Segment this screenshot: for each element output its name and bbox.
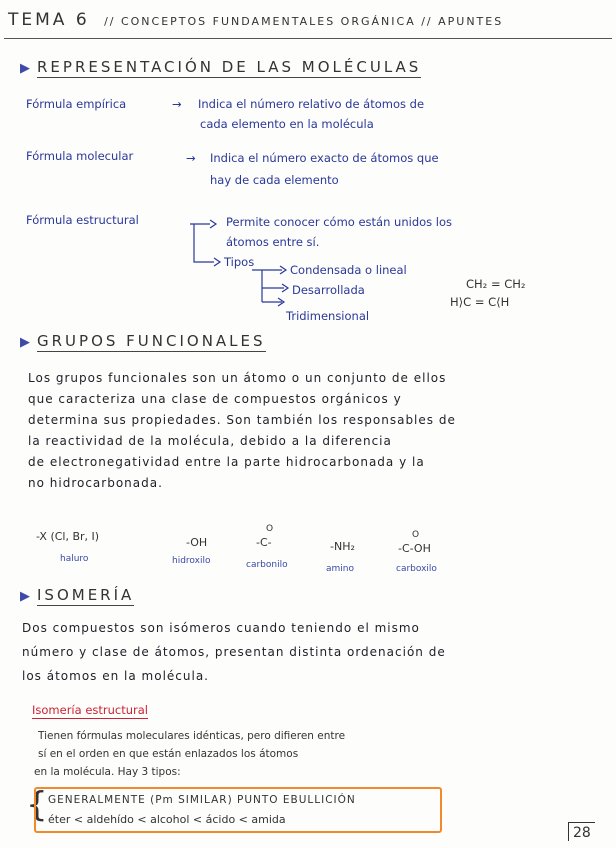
topic-title: TEMA 6 — [8, 10, 90, 30]
arrow-right-icon: → — [172, 97, 182, 111]
isomeria-line-3: los átomos en la molécula. — [22, 669, 209, 683]
box-line-2: éter < aldehído < alcohol < ácido < amida — [48, 813, 286, 826]
section-title: GRUPOS FUNCIONALES — [37, 332, 266, 350]
group-formula-haluro: -X (Cl, Br, I) — [36, 530, 100, 543]
grupos-line-2: que caracteriza una clase de compuestos orgánicos y — [28, 392, 402, 406]
group-label-carboxilo: carboxilo — [396, 564, 437, 574]
group-top-carbonilo: O — [266, 524, 274, 534]
formula-desarrollada: H⟩C = C⟨H — [450, 295, 510, 309]
group-top-carboxilo: O — [412, 530, 420, 540]
section-isomeria-heading — [20, 586, 134, 604]
estructural-label: Fórmula estructural — [26, 213, 139, 227]
isomeria-line-2: número y clase de átomos, presentan distinta ordenación de — [22, 645, 446, 659]
grupos-line-5: de electronegatividad entre la parte hidrocarbonada y la — [28, 455, 425, 469]
arrow-right-icon: → — [186, 151, 196, 165]
tipo-tridimensional: Tridimensional — [286, 309, 370, 323]
tipo-condensada: Condensada o lineal — [290, 263, 407, 277]
group-label-hidroxilo: hidroxilo — [172, 556, 211, 566]
estructural-desc-2: átomos entre sí. — [226, 235, 320, 249]
triangle-bullet-icon: ▶ — [20, 335, 33, 350]
empirica-desc-1: Indica el número relativo de átomos de — [198, 97, 425, 111]
isomeria-line-1: Dos compuestos son isómeros cuando teniendo el mismo — [22, 621, 420, 635]
grupos-line-6: no hidrocarbonada. — [28, 476, 163, 490]
topic-subtitle: // CONCEPTOS FUNDAMENTALES ORGÁNICA // APUNTES — [104, 15, 504, 28]
group-formula-hidroxilo: -OH — [186, 536, 208, 549]
box-line-1: GENERALMENTE (Pm SIMILAR) PUNTO EBULLICIÓN — [48, 794, 356, 806]
sub-line-2: sí en el orden en que están enlazados los átomos — [38, 748, 299, 760]
molecular-desc-2: hay de cada elemento — [210, 173, 339, 187]
triangle-bullet-icon: ▶ — [20, 589, 33, 604]
group-label-amino: amino — [326, 564, 354, 574]
tipo-desarrollada: Desarrollada — [292, 283, 365, 297]
empirica-label: Fórmula empírica — [26, 97, 127, 111]
page-number: 28 — [568, 822, 595, 841]
curly-brace-icon: { — [26, 785, 48, 825]
section-title: REPRESENTACIÓN DE LAS MOLÉCULAS — [37, 58, 422, 76]
section-grupos-heading — [20, 332, 266, 350]
isomeria-estructural-subtitle: Isomería estructural — [32, 703, 149, 717]
section-title: ISOMERÍA — [37, 586, 135, 604]
grupos-line-4: la reactividad de la molécula, debido a la diferencia — [28, 434, 392, 448]
tipos-label: Tipos — [224, 255, 255, 269]
group-label-carbonilo: carbonilo — [246, 560, 288, 570]
triangle-bullet-icon: ▶ — [20, 61, 33, 76]
group-formula-carbonilo: -C- — [256, 536, 272, 549]
grupos-line-3: determina sus propiedades. Son también los responsables de — [28, 413, 456, 427]
sub-line-3: en la molécula. Hay 3 tipos: — [34, 766, 181, 778]
group-label-haluro: haluro — [60, 554, 89, 564]
grupos-line-1: Los grupos funcionales son un átomo o un conjunto de ellos — [28, 371, 447, 385]
group-formula-amino: -NH₂ — [330, 540, 355, 553]
empirica-desc-2: cada elemento en la molécula — [200, 117, 374, 131]
estructural-desc-1: Permite conocer cómo están unidos los — [226, 215, 453, 229]
formula-condensada: CH₂ = CH₂ — [466, 277, 526, 291]
sub-line-1: Tienen fórmulas moleculares idénticas, pero difieren entre — [38, 730, 346, 742]
molecular-desc-1: Indica el número exacto de átomos que — [210, 151, 439, 165]
molecular-label: Fórmula molecular — [26, 149, 134, 163]
group-formula-carboxilo: -C-OH — [398, 542, 431, 555]
